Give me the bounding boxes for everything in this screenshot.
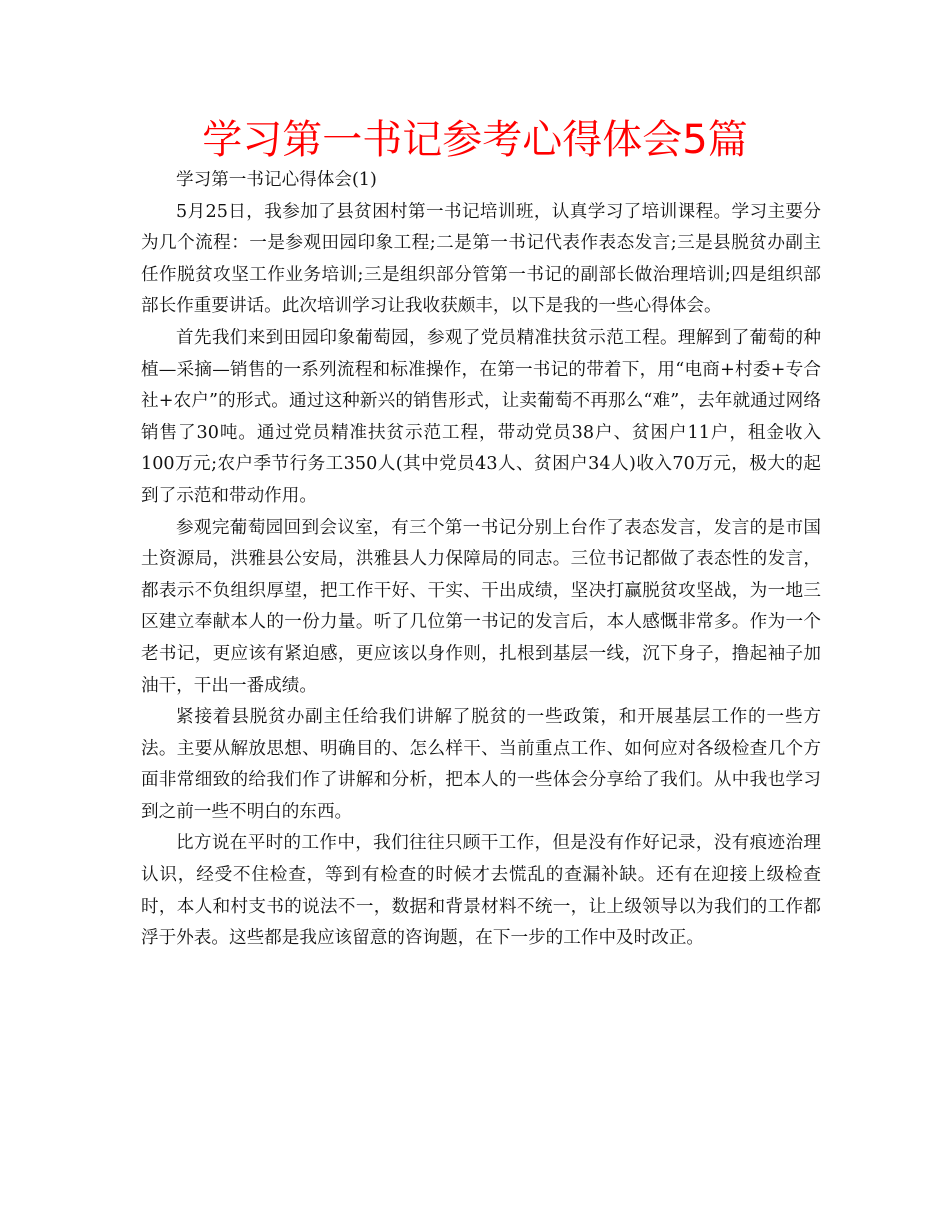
paragraph-1: 5月25日，我参加了县贫困村第一书记培训班，认真学习了培训课程。学习主要分为几个流程：一是参观田园印象工程;二是第一书记代表作表态发言;三是县脱贫办副主任作脱贫攻坚工作业务培训;三是组织部分管第一书记的副部长做治理培训;四是组织部部长作重要讲话。此次培训学习让我收获颇丰，以下是我的一些心得体会。 xyxy=(141,201,821,317)
section-heading: 学习第一书记心得体会(1) xyxy=(176,170,377,190)
paragraph-5: 比方说在平时的工作中，我们往往只顾干工作，但是没有作好记录，没有痕迹治理认识，经受不住检查，等到有检查的时候才去慌乱的查漏补缺。还有在迎接上级检查时，本人和村支书的说法不一，数据和背景材料不统一，让上级领导以为我们的工作都浮于外表。这些都是我应该留意的咨询题，在下一步的工作中及时改正。 xyxy=(141,833,821,949)
paragraph-2: 首先我们来到田园印象葡萄园，参观了党员精准扶贫示范工程。理解到了葡萄的种植—采摘—销售的一系列流程和标准操作，在第一书记的带着下，用“电商+村委+专合社+农户”的形式。通过这种新兴的销售形式，让卖葡萄不再那么“难”，去年就通过网络销售了30吨。通过党员精准扶贫示范工程，带动党员38户、贫困户11户，租金收入100万元;农户季节行务工350人(其中党员43人、贫困户34人)收入70万元，极大的起到了示范和带动作用。 xyxy=(141,327,821,506)
paragraph-3: 参观完葡萄园回到会议室，有三个第一书记分别上台作了表态发言，发言的是市国土资源局，洪雅县公安局，洪雅县人力保障局的同志。三位书记都做了表态性的发言，都表示不负组织厚望，把工作干好、干实、干出成绩，坚决打赢脱贫攻坚战，为一地三区建立奉献本人的一份力量。听了几位第一书记的发言后，本人感慨非常多。作为一个老书记，更应该有紧迫感，更应该以身作则，扎根到基层一线，沉下身子，撸起袖子加油干，干出一番成绩。 xyxy=(141,517,821,696)
paragraph-4: 紧接着县脱贫办副主任给我们讲解了脱贫的一些政策，和开展基层工作的一些方法。主要从解放思想、明确目的、怎么样干、当前重点工作、如何应对各级检查几个方面非常细致的给我们作了讲解和分析，把本人的一些体会分享给了我们。从中我也学习到之前一些不明白的东西。 xyxy=(141,707,821,822)
document-title: 学习第一书记参考心得体会5篇 xyxy=(202,117,748,163)
document-body xyxy=(141,165,821,955)
